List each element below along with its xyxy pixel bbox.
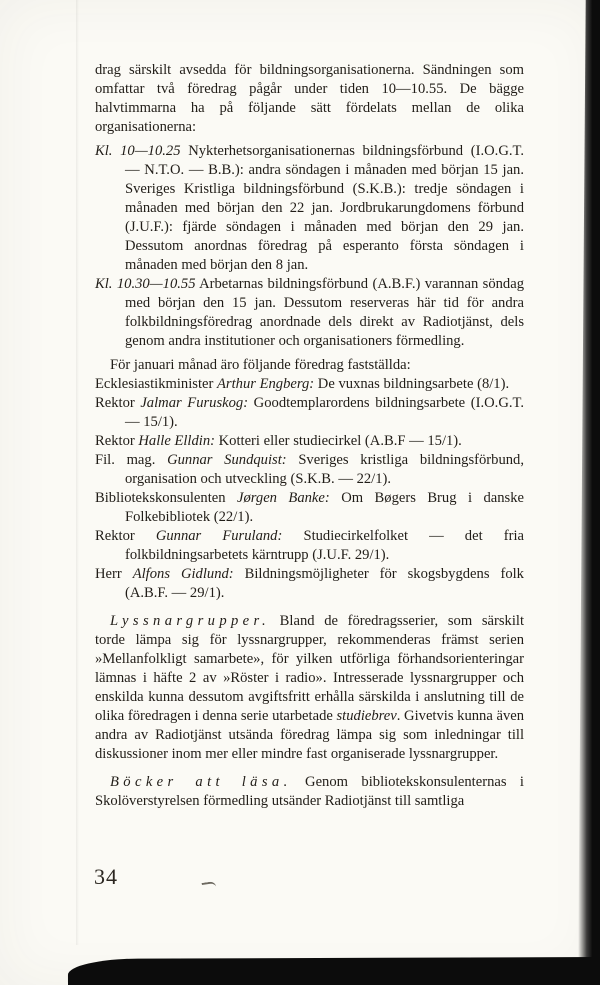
text-segment: Bland de föredragsserier, som särskilt torde lämpa sig för lyssnargrupper, rekommenderas främst serien »Mellanfolkligt samarbete», för yilken utförliga förhandsorienteringar lämnas i häfte 2 av »Röster i radio». Intresserade lyssnargrupper och enskilda kunna dessutom avgiftsfritt erhålla särskilda i anslutning till de olika föredragen i denna serie utarbetade — [95, 613, 524, 724]
text-segment: Rektor — [95, 433, 139, 449]
text-segment: studiebrev — [336, 708, 397, 724]
text-segment: Gunnar Furuland: — [155, 528, 283, 544]
paragraph — [95, 142, 524, 275]
text-segment: Kl. 10.30—10.55 — [95, 276, 196, 292]
text-segment: Goodtemplarordens bildningsarbete (I.O.G.T. — 15/1). — [125, 395, 524, 430]
text-segment: Herr — [95, 566, 133, 582]
text-segment: De vuxnas bildningsarbete (8/1). — [314, 376, 510, 392]
text-segment: Fil. mag. — [95, 452, 168, 468]
text-segment: drag särskilt avsedda för bildningsorganisationerna. Sändningen som omfattar två föredrag pågår under tiden 10—10.55. De bägge halvtimmarna ha på följande sätt fördelats mellan de olika organisationerna: — [95, 62, 524, 135]
text-segment: . Givetvis kunna även andra av Radiotjänst utsända föredrag lämpa sig som inledningar till diskussioner inom mer eller mindre fast organiserade lyssnargrupper. — [95, 708, 525, 762]
text-segment: Jalmar Furuskog: — [140, 395, 249, 411]
text-segment: Ecklesiastikminister — [95, 376, 217, 392]
paragraph — [95, 565, 524, 603]
paragraph — [95, 275, 524, 351]
paragraph — [95, 773, 524, 811]
paragraph — [95, 489, 524, 527]
paragraph — [95, 432, 524, 451]
text-segment: Bibliotekskonsulenten — [95, 490, 237, 506]
text-segment: Om Bøgers Brug i danske Folkebibliotek (22/1). — [125, 490, 524, 525]
text-segment: Arthur Engberg: — [217, 376, 315, 392]
text-segment: Nykterhetsorganisationernas bildningsförbund (I.O.G.T. — N.T.O. — B.B.): andra söndagen i månaden med början 15 jan. Sveriges Kristliga bildningsförbund (S.K.B.): tredje söndagen i månaden med början den 22 jan. Jordbrukarungdomens förbund (J.U.F.): fjärde söndagen i månaden med början den 29 jan. Dessutom anordnas föredrag på esperanto första söndagen i månaden med början den 8 jan. — [125, 143, 524, 273]
text-segment: Rektor — [95, 395, 141, 411]
text-segment: För januari månad äro följande föredrag fastställda: — [110, 357, 411, 373]
paragraph — [95, 451, 524, 489]
text-segment: Kl. 10—10.25 — [95, 143, 181, 159]
paragraph — [95, 394, 524, 432]
text-segment: Genom bibliotekskonsulenternas i Skolöverstyrelsen förmedling utsänder Radiotjänst till samtliga — [95, 774, 524, 809]
page-number: 34 — [94, 864, 118, 889]
paragraph — [95, 527, 524, 565]
scan-edge-right — [578, 0, 600, 985]
text-segment: Sveriges kristliga bildningsförbund, organisation och utveckling (S.K.B. — 22/1). — [125, 452, 524, 487]
text-segment: Lyssnargrupper. — [110, 613, 271, 629]
text-segment: Rektor — [95, 528, 156, 544]
text-segment: Arbetarnas bildningsförbund (A.B.F.) varannan söndag med början den 15 jan. Dessutom reserveras här tid för andra folkbildningsföredrag anordnade dels direkt av Radiotjänst, dels genom andra institutioner och organisationers förmedling. — [125, 276, 524, 349]
pen-mark — [202, 881, 217, 891]
text-segment: Kotteri eller studiecirkel (A.B.F — 15/1). — [214, 433, 462, 449]
page-gutter-crease — [76, 0, 79, 945]
text-segment: Gunnar Sundquist: — [167, 452, 287, 468]
page-text — [95, 61, 524, 811]
text-segment: Alfons Gidlund: — [132, 566, 234, 582]
text-segment: Bildningsmöjligheter för skogsbygdens folk (A.B.F. — 29/1). — [125, 566, 524, 601]
text-segment: Studiecirkelfolket — det fria folkbildningsarbetets kärntrupp (J.U.F. 29/1). — [125, 528, 524, 563]
paragraph — [95, 356, 524, 375]
scan-edge-bottom — [68, 957, 600, 985]
text-segment: Halle Elldin: — [138, 433, 215, 449]
text-segment: Böcker att läsa. — [110, 774, 292, 790]
paragraph — [95, 61, 524, 137]
paragraph — [95, 375, 524, 394]
text-segment: Jørgen Banke: — [236, 490, 330, 506]
paragraph — [95, 612, 524, 764]
